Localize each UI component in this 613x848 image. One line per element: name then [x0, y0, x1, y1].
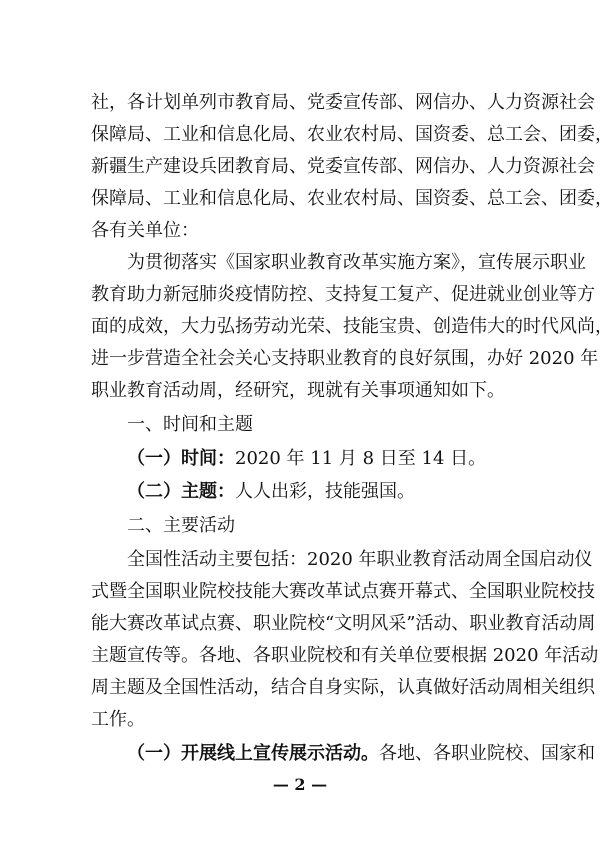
- paragraph-line: 各有关单位：: [91, 220, 199, 241]
- page-number: — 2 —: [272, 775, 328, 794]
- paragraph-line: 职业教育活动周，经研究，现就有关事项通知如下。: [91, 380, 505, 401]
- section-heading: 二、主要活动: [127, 515, 235, 536]
- subsection-label: （一）开展线上宣传展示活动。: [127, 743, 379, 764]
- paragraph-line: 周主题及全国性活动，结合自身实际，认真做好活动周相关组织: [91, 677, 595, 698]
- paragraph-line: 面的成效，大力弘扬劳动光荣、技能宝贵、创造伟大的时代风尚，: [91, 316, 613, 337]
- paragraph-line: 主题宣传等。各地、各职业院校和有关单位要根据 2020 年活动: [91, 645, 599, 666]
- paragraph-line: 教育助力新冠肺炎疫情防控、支持复工复产、促进就业创业等方: [91, 284, 595, 305]
- theme-item: [127, 478, 531, 505]
- paragraph-line: 新疆生产建设兵团教育局、党委宣传部、网信办、人力资源社会: [91, 156, 595, 177]
- paragraph-line: 式暨全国职业院校技能大赛改革试点赛开幕式、全国职业院校技: [91, 581, 595, 602]
- paragraph-line: 全国性活动主要包括：2020 年职业教育活动周全国启动仪: [127, 549, 593, 570]
- paragraph-line: 保障局、工业和信息化局、农业农村局、国资委、总工会、团委，: [91, 188, 613, 209]
- time-value: 2020 年 11 月 8 日至 14 日。: [235, 448, 487, 469]
- theme-label: （二）主题：: [127, 481, 235, 502]
- paragraph-line: 为贯彻落实《国家职业教育改革实施方案》，宣传展示职业: [127, 252, 586, 273]
- paragraph-line: 能大赛改革试点赛、职业院校“文明风采”活动、职业教育活动周: [91, 613, 596, 634]
- time-label: （一）时间：: [127, 448, 235, 469]
- time-item: [127, 445, 531, 472]
- section-heading: 一、时间和主题: [127, 414, 253, 435]
- paragraph-line: 工作。: [91, 709, 145, 730]
- theme-value: 人人出彩，技能强国。: [235, 481, 415, 502]
- paragraph-line: 保障局、工业和信息化局、农业农村局、国资委、总工会、团委，: [91, 124, 613, 145]
- subsection-line: [127, 740, 595, 767]
- paragraph-line: 进一步营造全社会关心支持职业教育的良好氛围，办好 2020 年: [91, 348, 599, 369]
- paragraph-line: 社，各计划单列市教育局、党委宣传部、网信办、人力资源社会: [91, 92, 595, 113]
- subsection-text: 各地、各职业院校、国家和: [379, 743, 595, 764]
